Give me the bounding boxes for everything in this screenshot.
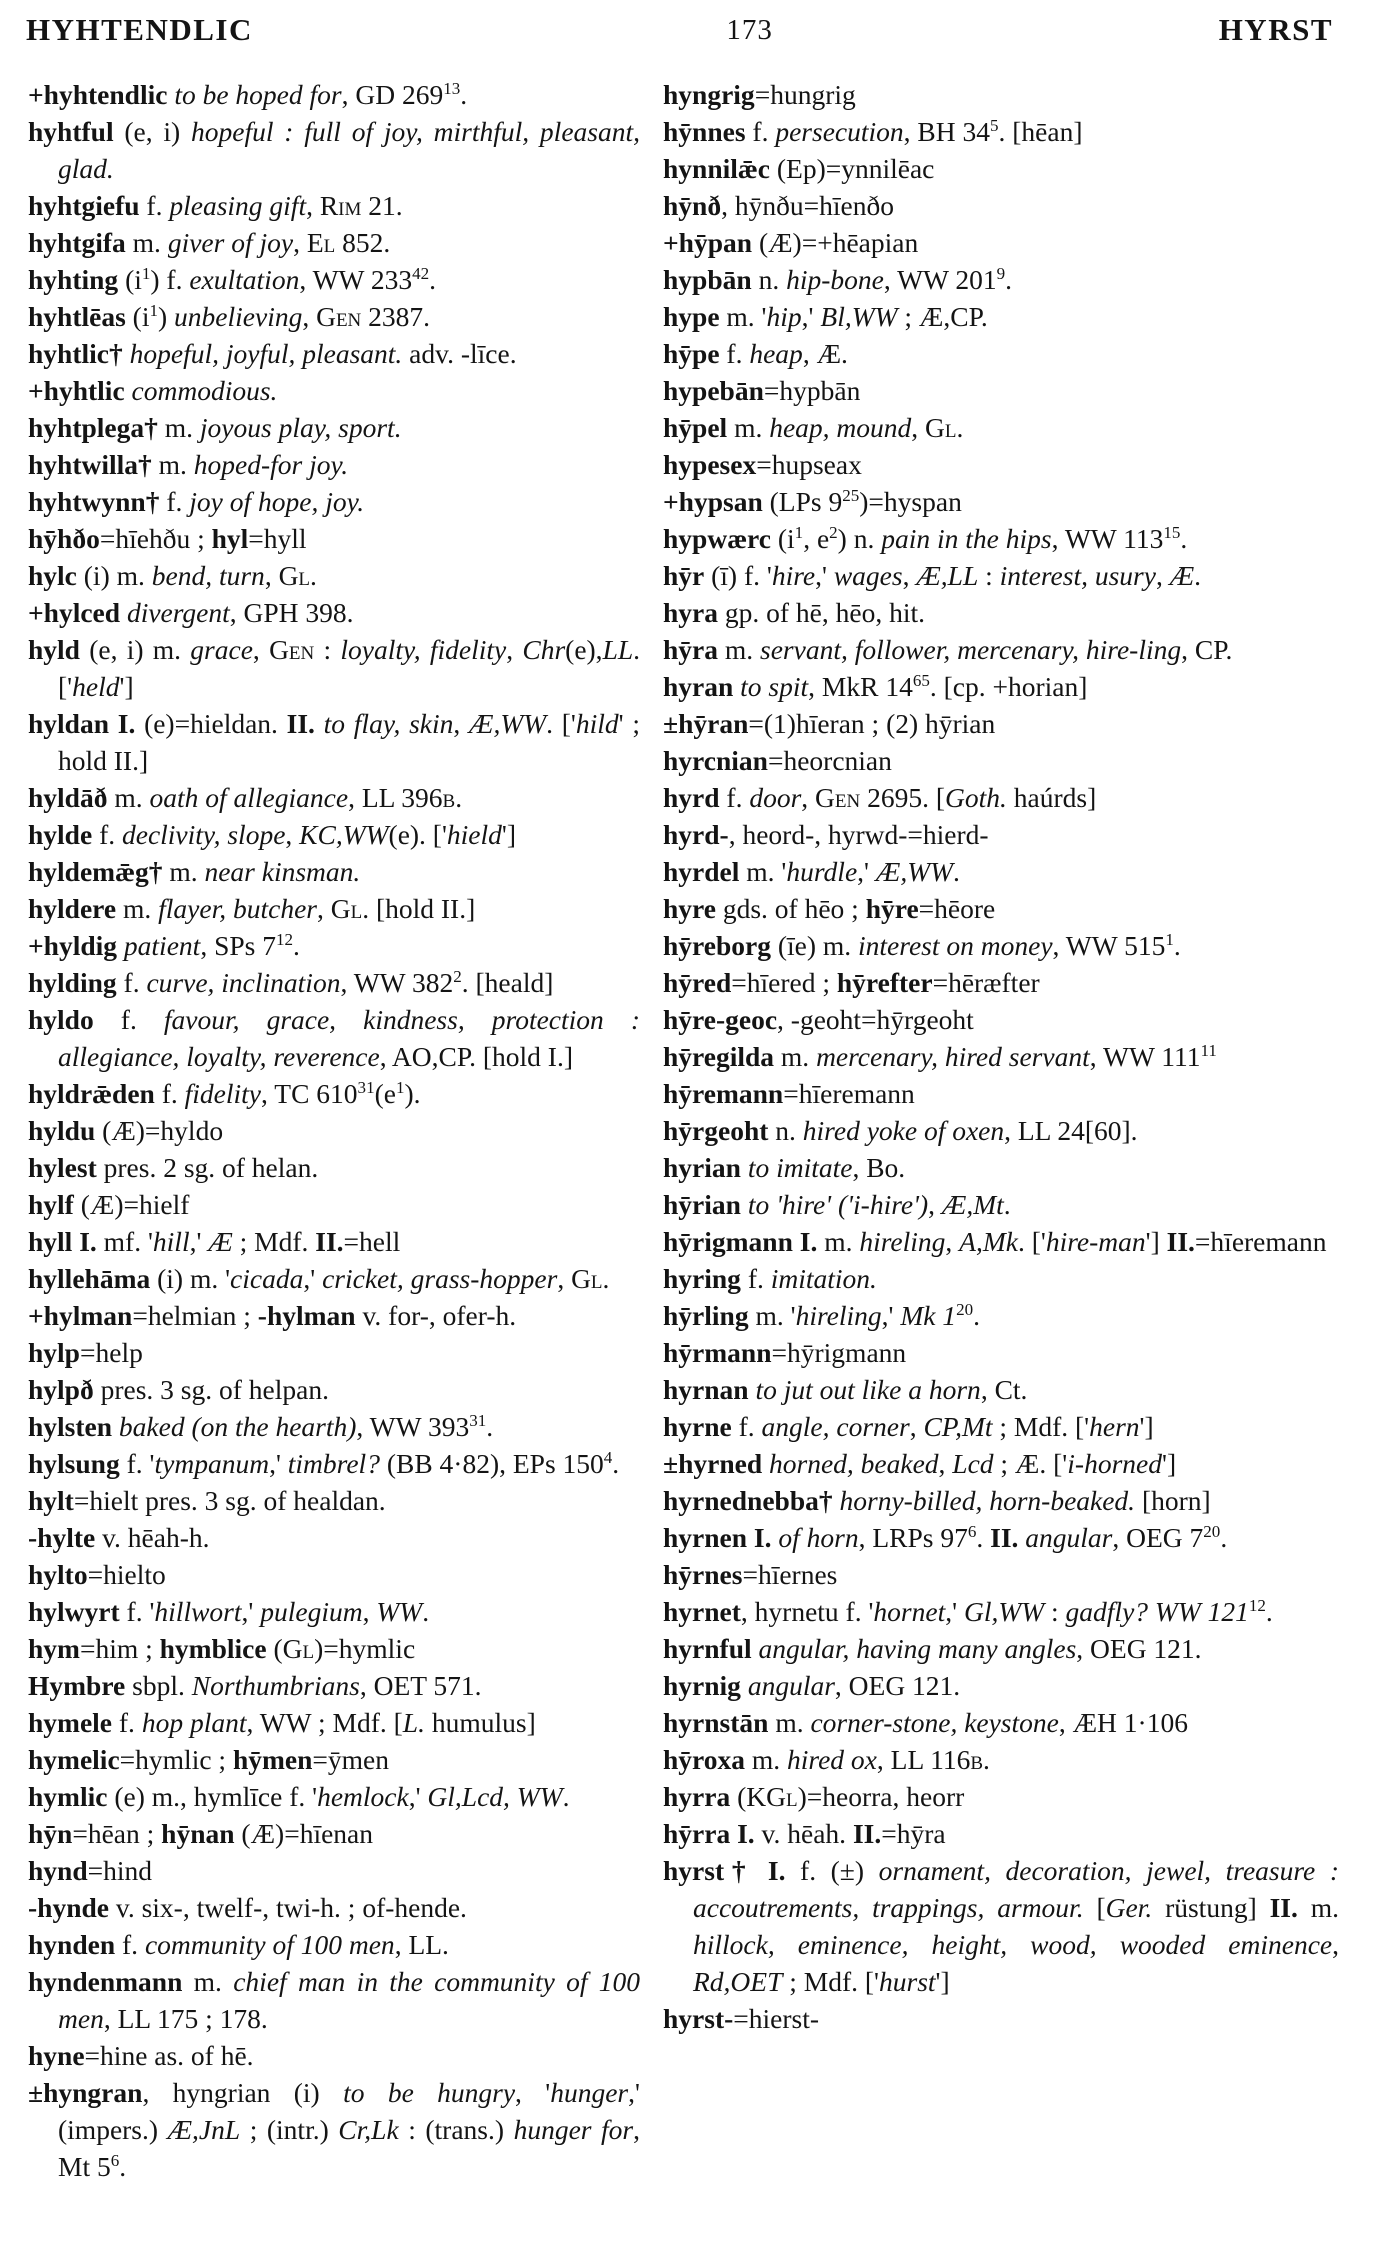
dictionary-entry: hyrd-, heord-, hyrwd-=hierd- — [663, 819, 989, 850]
dictionary-entry: hyne=hine as. of hē. — [28, 2040, 254, 2071]
dictionary-entry: hyrnet, hyrnetu f. 'hornet,' Gl,WW : gadfly? WW $121^{12}$. — [663, 1595, 1273, 1627]
dictionary-entry: hyldrǣden f. fidelity, TC $610^{31}(e^1)$. — [28, 1077, 421, 1109]
dictionary-entry: hyrdel m. 'hurdle,' Æ,WW. — [663, 856, 960, 887]
dictionary-entry: ±hyrned horned, beaked, Lcd ; Æ. ['i-horned'] — [663, 1448, 1177, 1479]
dictionary-entry: hȳrian to 'hire' ('i-hire'), Æ,Mt. — [663, 1189, 1011, 1220]
text-columns — [0, 76, 1379, 2185]
dictionary-entry: hyldan I. (e)=hieldan. II. to flay, skin, Æ,WW. ['hild' ; hold II.] — [28, 708, 640, 776]
dictionary-entry: hylsung f. 'tympanum,' timbrel? (BB 4·82), EPs $150^4$. — [28, 1447, 620, 1479]
dictionary-entry: hyldāð m. oath of allegiance, LL 396b. — [28, 782, 463, 813]
dictionary-entry: hylt=hielt pres. 3 sg. of healdan. — [28, 1485, 386, 1516]
dictionary-entry: hyhtwilla† m. hoped-for joy. — [28, 449, 349, 480]
dictionary-entry: hyhtlic† hopeful, joyful, pleasant. adv. -līce. — [28, 338, 517, 369]
dictionary-entry: hyrnig angular, OEG 121. — [663, 1670, 961, 1701]
dictionary-entry: hylsten baked (on the hearth), WW $393^{31}$. — [28, 1410, 494, 1442]
right-column — [663, 76, 1339, 2185]
dictionary-entry: hyrra (KGl)=heorra, heorr — [663, 1781, 965, 1812]
dictionary-entry: hyrian to imitate, Bo. — [663, 1152, 906, 1183]
dictionary-entry: hyrcnian=heorcnian — [663, 745, 892, 776]
running-head — [22, 10, 1357, 62]
dictionary-entry: hyrst† I. f. (±) ornament, decoration, jewel, treasure : accoutrements, trappings, armour. [Ger. rüstung] II. m. hillock, eminence, height, wood, wooded eminence, Rd,OET ; Mdf. ['hurst'] — [663, 1855, 1339, 1997]
dictionary-entry: hȳnð, hȳnðu=hīenðo — [663, 190, 894, 221]
dictionary-entry: hȳrigmann I. m. hireling, A,Mk. ['hire-man'] II.=hīeremann — [663, 1226, 1327, 1257]
dictionary-entry: hȳrra I. v. hēah. II.=hȳra — [663, 1818, 946, 1849]
dictionary-entry: hȳra m. servant, follower, mercenary, hire-ling, CP. — [663, 634, 1233, 665]
dictionary-entry: +hyhtlic commodious. — [28, 375, 278, 406]
dictionary-entry: hyndenmann m. chief man in the community of 100 men, LL 175 ; 178. — [28, 1966, 640, 2034]
dictionary-entry: hylto=hielto — [28, 1559, 166, 1590]
dictionary-entry: hynnilǣc (Ep)=ynnilēac — [663, 153, 935, 184]
dictionary-entry: hyldere m. flayer, butcher, Gl. [hold II.] — [28, 893, 476, 924]
dictionary-entry: hyhting $(i^1)$ f. exultation, WW $233^{42}$. — [28, 263, 437, 295]
dictionary-entry: hynd=hind — [28, 1855, 153, 1886]
dictionary-entry: hylp=help — [28, 1337, 143, 1368]
dictionary-entry: hȳhðo=hīehðu ; hyl=hyll — [28, 523, 307, 554]
dictionary-entry: hym=him ; hymblice (Gl)=hymlic — [28, 1633, 416, 1664]
dictionary-entry: hymlic (e) m., hymlīce f. 'hemlock,' Gl,Lcd, WW. — [28, 1781, 570, 1812]
dictionary-entry: hyra gp. of hē, hēo, hit. — [663, 597, 925, 628]
dictionary-entry: +hylman=helmian ; -hylman v. for-, ofer-h. — [28, 1300, 517, 1331]
dictionary-entry: hyllehāma (i) m. 'cicada,' cricket, grass-hopper, Gl. — [28, 1263, 610, 1294]
dictionary-entry: hyhtlēas $(i^1)$ unbelieving, Gen 2387. — [28, 300, 431, 332]
dictionary-entry: hypbān n. hip-bone, WW $201^9$. — [663, 263, 1013, 295]
dictionary-entry: hyhtplega† m. joyous play, sport. — [28, 412, 402, 443]
dictionary-entry: hylde f. declivity, slope, KC,WW(e). ['hield'] — [28, 819, 517, 850]
dictionary-entry: hypesex=hupseax — [663, 449, 862, 480]
dictionary-entry: hȳnnes f. persecution, BH $34^5$. [hēan] — [663, 115, 1083, 147]
dictionary-entry: hȳpel m. heap, mound, Gl. — [663, 412, 964, 443]
dictionary-entry: hynden f. community of 100 men, LL. — [28, 1929, 449, 1960]
dictionary-entry: hypwærc ($i^1$, $e^2$) n. pain in the hips, WW $113^{15}$. — [663, 522, 1188, 554]
dictionary-entry: hyrd f. door, Gen 2695. [Goth. haúrds] — [663, 782, 1097, 813]
dictionary-entry: hyring f. imitation. — [663, 1263, 877, 1294]
dictionary-entry: -hylte v. hēah-h. — [28, 1522, 210, 1553]
dictionary-entry: Hymbre sbpl. Northumbrians, OET 571. — [28, 1670, 482, 1701]
dictionary-entry: hylding f. curve, inclination, WW $382^2$. [heald] — [28, 966, 554, 998]
dictionary-entry: hȳremann=hīeremann — [663, 1078, 915, 1109]
dictionary-entry: hyhtful (e, i) hopeful : full of joy, mirthful, pleasant, glad. — [28, 116, 640, 184]
dictionary-entry: hȳregilda m. mercenary, hired servant, WW $111^{11}$ — [663, 1040, 1217, 1072]
dictionary-entry: hyhtwynn† f. joy of hope, joy. — [28, 486, 365, 517]
dictionary-entry: hype m. 'hip,' Bl,WW ; Æ,CP. — [663, 301, 988, 332]
dictionary-entry: hȳpe f. heap, Æ. — [663, 338, 848, 369]
dictionary-entry: hyre gds. of hēo ; hȳre=hēore — [663, 893, 996, 924]
dictionary-entry: hylest pres. 2 sg. of helan. — [28, 1152, 319, 1183]
dictionary-entry: hyldo f. favour, grace, kindness, protection : allegiance, loyalty, reverence, AO,CP. [hold I.] — [28, 1004, 640, 1072]
running-head-left-word: HYHTENDLIC — [26, 12, 253, 47]
dictionary-entry: hyldemǣg† m. near kinsman. — [28, 856, 361, 887]
dictionary-entry: hylf (Æ)=hielf — [28, 1189, 190, 1220]
dictionary-entry: hyran to spit, MkR $14^{65}$. [cp. +horian] — [663, 670, 1088, 702]
dictionary-entry: ±hȳran=(1)hīeran ; (2) hȳrian — [663, 708, 996, 739]
dictionary-entry: hyrnful angular, having many angles, OEG 121. — [663, 1633, 1202, 1664]
dictionary-entry: ±hyngran, hyngrian (i) to be hungry, 'hunger,' (impers.) Æ,JnL ; (intr.) Cr,Lk : (trans.) hunger for, Mt $5^6$. — [28, 2077, 640, 2182]
dictionary-entry: hylpð pres. 3 sg. of helpan. — [28, 1374, 329, 1405]
dictionary-entry: hȳrnes=hīernes — [663, 1559, 838, 1590]
dictionary-entry: hȳrling m. 'hireling,' Mk $1^{20}$. — [663, 1299, 980, 1331]
dictionary-entry: hyrst-=hierst- — [663, 2003, 820, 2034]
dictionary-entry: hȳred=hīered ; hȳrefter=hēræfter — [663, 967, 1040, 998]
dictionary-entry: hyrne f. angle, corner, CP,Mt ; Mdf. ['hern'] — [663, 1411, 1154, 1442]
running-head-right-word: HYRST — [1218, 12, 1333, 47]
dictionary-entry: +hylced divergent, GPH 398. — [28, 597, 354, 628]
dictionary-entry: +hypsan (LPs $9^{25})=hyspan$ — [663, 485, 962, 517]
dictionary-entry: hyrnstān m. corner-stone, keystone, ÆH 1·106 — [663, 1707, 1188, 1738]
dictionary-entry: hyrnednebba† horny-billed, horn-beaked. [horn] — [663, 1485, 1211, 1516]
left-column — [28, 76, 640, 2185]
dictionary-entry: hȳrgeoht n. hired yoke of oxen, LL 24[60]. — [663, 1115, 1138, 1146]
dictionary-entry: hyldu (Æ)=hyldo — [28, 1115, 224, 1146]
dictionary-entry: hyrnen I. of horn, LRPs $97^6$. II. angular, OEG $7^{20}$. — [663, 1521, 1228, 1553]
dictionary-entry: hȳre-geoc, -geoht=hȳrgeoht — [663, 1004, 974, 1035]
dictionary-entry: hȳreborg (īe) m. interest on money, WW $515^1$. — [663, 929, 1181, 961]
dictionary-entry: -hynde v. six-, twelf-, twi-h. ; of-hende. — [28, 1892, 467, 1923]
dictionary-entry: hymelic=hymlic ; hȳmen=ȳmen — [28, 1744, 389, 1775]
dictionary-entry: +hyldig patient, SPs $7^{12}$. — [28, 929, 300, 961]
dictionary-entry: hyngrig=hungrig — [663, 79, 856, 110]
dictionary-entry: +hȳpan (Æ)=+hēapian — [663, 227, 919, 258]
dictionary-entry: hylc (i) m. bend, turn, Gl. — [28, 560, 317, 591]
dictionary-entry: hyhtgiefu f. pleasing gift, Rim 21. — [28, 190, 403, 221]
dictionary-entry: hymele f. hop plant, WW ; Mdf. [L. humulus] — [28, 1707, 536, 1738]
dictionary-entry: hȳroxa m. hired ox, LL 116b. — [663, 1744, 990, 1775]
dictionary-entry: hylwyrt f. 'hillwort,' pulegium, WW. — [28, 1596, 430, 1627]
page-number: 173 — [726, 14, 773, 46]
dictionary-entry: hyrnan to jut out like a horn, Ct. — [663, 1374, 1028, 1405]
dictionary-entry: hȳr (ī) f. 'hire,' wages, Æ,LL : interest, usury, Æ. — [663, 560, 1202, 591]
dictionary-entry: hypebān=hypbān — [663, 375, 861, 406]
dictionary-entry: hyhtgifa m. giver of joy, El 852. — [28, 227, 391, 258]
dictionary-entry: hyld (e, i) m. grace, Gen : loyalty, fidelity, Chr(e),LL. ['held'] — [28, 634, 641, 702]
dictionary-entry: hȳn=hēan ; hȳnan (Æ)=hīenan — [28, 1818, 374, 1849]
dictionary-entry: +hyhtendlic to be hoped for, GD $269^{13}$. — [28, 78, 468, 110]
dictionary-entry: hyll I. mf. 'hill,' Æ ; Mdf. II.=hell — [28, 1226, 401, 1257]
dictionary-entry: hȳrmann=hȳrigmann — [663, 1337, 907, 1368]
